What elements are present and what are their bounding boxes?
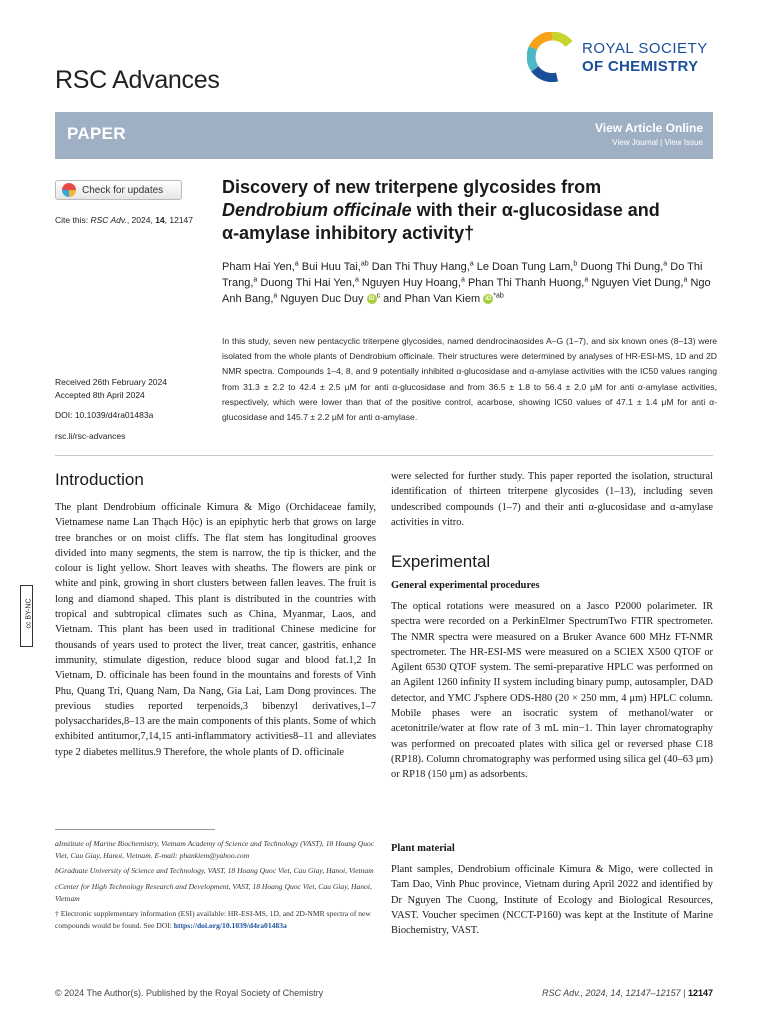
article-title — [222, 176, 717, 245]
view-journal-issue-links[interactable]: View Journal | View Issue — [612, 138, 703, 147]
author-name: Nguyen Viet Dung, — [591, 277, 684, 289]
author-name: Duong Thi Hai Yen, — [260, 277, 355, 289]
author-name: and Phan Van Kiem — [383, 293, 481, 305]
plant-material-heading: Plant material — [391, 843, 455, 854]
license-badge[interactable] — [20, 585, 33, 647]
citation-line — [55, 215, 193, 225]
view-article-online-link[interactable]: View Article Online — [594, 121, 703, 135]
author-affiliation-marker: a — [354, 276, 359, 284]
title-line-2-rest: with their α-glucosidase and — [411, 200, 660, 220]
article-type-label: PAPER — [67, 124, 126, 143]
footnote-affiliation-a: aInstitute of Marine Biochemistry, Vietnam Academy of Science and Technology (VAST), 18 Hoang Quoc Viet, Cau Giay, Hanoi, Vietnam. E-mail: phankiem@yahoo.com — [55, 839, 375, 861]
author-affiliation-marker: a — [683, 276, 688, 284]
cite-volume: 14 — [155, 215, 165, 225]
rsc-logo[interactable] — [527, 30, 717, 86]
plant-material-paragraph: Plant samples, Dendrobium officinale Kimura & Migo, were collected in Tam Dao, Vinh Phuc province, Vietnam during April 2022 and identified by Dr Nguyen The Cuong, Institute of Ecology and Biological Resources, VAST. Voucher specimen (NCCT-P160) was kept at the Institute of Marine Biochemistry, VAST. — [391, 864, 713, 937]
author-affiliation-marker: a — [663, 260, 668, 268]
orcid-icon[interactable]: iD — [485, 296, 492, 303]
author-name: Duong Thi Dung, — [580, 261, 664, 273]
general-procedures-paragraph: The optical rotations were measured on a Jasco P2000 polarimeter. IR spectra were recorded on a PerkinElmer SpectrumTwo FTIR spectrometer. The NMR spectra were measured on a Bruker Avance 600 MHz FT-NMR spectrometer. The HR-ESI-MS were measured on a SCIEX X500 QTOF or Agilent 6530 QTOF system. The semi-preparative HPLC was performed on an Agilent 1260 infinity II system including binary pump, autosampler, DAD detector, and YMC J'sphere ODS-H80 (20 × 250 mm, 4 μm) HPLC column. Mobile phases were an isocratic system of methanol/water or acetonitrile/water at flow rate of 3 mL min−1. Thin layer chromatography was performed on precoated plates with silica gel or reversed phase C18 (RP18). Column chromatography was performed using silica gel (40–63 μm) or RP18 (150 μm) as adsorbents. — [391, 601, 713, 781]
author-affiliation-marker: ab — [360, 260, 369, 268]
cite-journal: RSC Adv. — [90, 215, 127, 225]
cite-label: Cite this: — [55, 215, 89, 225]
section-divider — [55, 455, 713, 456]
abstract: In this study, seven new pentacyclic triterpene glycosides, named dendrocinaosides A–G (1–7), and six known ones (8–13) were isolated from the whole plants of Dendrobium officinale. Their structures were determined by analyses of HR-ESI-MS, 1D and 2D NMR spectra. Compounds 1–4, 8, and 9 potentially inhibited α-glucosidase and α-amylase activities with the IC50 values ranging from 31.3 ± 2.2 to 42.4 ± 2.5 μM for anti α-glucosidase and from 36.5 ± 1.8 to 56.4 ± 2.0 μM for anti α-amylase activities, respectively, which were lower than that of the positive control, acarbose, showing IC50 values of 47.1 ± 1.4 μM for anti α-glucosidase and 145.7 ± 2.2 μM for anti α-amylase. — [222, 336, 717, 423]
check-for-updates-button[interactable] — [55, 180, 182, 200]
author-name: Nguyen Huy Hoang, — [361, 277, 461, 289]
author-affiliation-marker: a — [584, 276, 589, 284]
author-affiliation-marker: *ab — [493, 292, 504, 300]
publisher-name-line2: OF CHEMISTRY — [582, 58, 699, 75]
orcid-icon[interactable]: iD — [368, 296, 375, 303]
check-for-updates-label: Check for updates — [82, 184, 164, 196]
journal-title: RSC Advances — [55, 66, 220, 94]
footnote-affiliation-b: bGraduate University of Science and Technology, VAST, 18 Hoang Quoc Viet, Cau Giay, Hanoi, Vietnam — [55, 866, 374, 876]
footer-citation: RSC Adv., 2024, 14, 12147–12157 | 12147 — [542, 988, 713, 998]
author-name: Bui Huu Tai, — [301, 261, 361, 273]
title-line-3: α-amylase inhibitory activity† — [222, 223, 475, 243]
rsc-logo-icon — [527, 32, 577, 82]
author-affiliation-marker: a — [460, 276, 465, 284]
cite-year: , 2024, — [126, 215, 156, 225]
affiliation-footnotes — [55, 838, 376, 935]
title-line-1: Discovery of new triterpene glycosides from — [222, 177, 602, 197]
introduction-paragraph: The plant Dendrobium officinale Kimura & Migo (Orchidaceae family, Vietnamese name Lan Thạch Hộc) is an epiphytic herb that grows on large tree branches or on moist cliffs. The flat stem has longitudinal grooves divided into many segments, the stem is narrow, the tip is thicker, and the colour is light yellow. Short leaves with sheaths. The flowers are pink or white and pink, growing in short clusters between fallen leaves. The fruit is long and diamond shaped. This plant is distributed in the countries with tropical and subtropical climates such as China, Myanmar, Laos, and Vietnam. This plant has been used in traditional Chinese medicine for thousands of years used to protect the liver, treat cancer, gastritis, enhance immunity, stimulate digestion, reduce blood sugar and blood fat.1,2 In Vietnam, D. officinale has been found in the mountains and forests of Vinh Phu, Quang Tri, Quang Nam, Da Nang, Gia Lai, Lam Dong provinces. The previous studies reported terpenoids,3 bibenzyl derivatives,1–7 polysaccharides,8–13 are the main components of this plants. Some of which exhibited antitumor,7,14,15 anti-inflammatory activities8–11 and alleviates type 2 diabetes mellitus.9 Therefore, the whole plants of D. officinale — [55, 502, 376, 758]
page-number: 12147 — [687, 988, 713, 998]
publisher-name-line1: ROYAL SOCIETY — [582, 40, 708, 57]
license-badge-label: cc BY-NC — [25, 598, 33, 629]
author-name: Dan Thi Thuy Hang, — [371, 261, 470, 273]
introduction-paragraph-continued: were selected for further study. This paper reported the isolation, structural identification of thirteen triterpene glycosides (1–13), including seven undescribed compounds (1–7) and their anti α-glucosidase and α-amylase activities in vitro. — [391, 471, 713, 528]
author-affiliation-marker: c — [376, 292, 381, 300]
introduction-heading: Introduction — [55, 470, 144, 489]
footnote-esi — [55, 908, 376, 932]
author-name: Do Thi Trang, — [222, 261, 703, 289]
author-name: Pham Hai Yen, — [222, 261, 295, 273]
footer-copyright: © 2024 The Author(s). Published by the Royal Society of Chemistry — [55, 988, 324, 998]
footnote-divider — [55, 829, 215, 830]
received-date: Received 26th February 2024 — [55, 377, 167, 387]
footnote-esi-text: † Electronic supplementary information (ESI) available: HR-ESI-MS, 1D, and 2D-NMR spectra of new compounds would be found. See DOI: — [55, 909, 371, 931]
footer-citation-text: RSC Adv., 2024, 14, 12147–12157 — [542, 988, 681, 998]
author-affiliation-marker: a — [273, 292, 278, 300]
footnote-affiliation-c: cCenter for High Technology Research and Development, VAST, 18 Hoang Quoc Viet, Cau Giay, Hanoi, Vietnam — [55, 881, 372, 903]
author-affiliation-marker: a — [469, 260, 474, 268]
title-line-2 — [222, 199, 717, 222]
title-species: Dendrobium officinale — [222, 200, 412, 220]
author-name: Le Doan Tung Lam, — [476, 261, 574, 273]
doi-line[interactable]: DOI: 10.1039/d4ra01483a — [55, 410, 154, 420]
author-affiliation-marker: a — [294, 260, 299, 268]
esi-doi-link[interactable]: https://doi.org/10.1039/d4ra01483a — [173, 921, 287, 931]
experimental-heading: Experimental — [391, 552, 491, 571]
article-type-banner — [55, 112, 713, 159]
author-list — [222, 259, 717, 307]
cite-pages: , 12147 — [164, 215, 194, 225]
author-name: Nguyen Duc Duy — [280, 293, 364, 305]
author-name: Phan Thi Thanh Huong, — [467, 277, 585, 289]
author-affiliation-marker: b — [573, 260, 578, 268]
journal-site-link[interactable]: rsc.li/rsc-advances — [55, 431, 126, 441]
crossmark-icon — [62, 183, 76, 197]
general-procedures-heading: General experimental procedures — [391, 580, 540, 591]
author-affiliation-marker: a — [253, 276, 258, 284]
accepted-date: Accepted 8th April 2024 — [55, 390, 145, 400]
author-name: Ngo Anh Bang, — [222, 277, 711, 305]
